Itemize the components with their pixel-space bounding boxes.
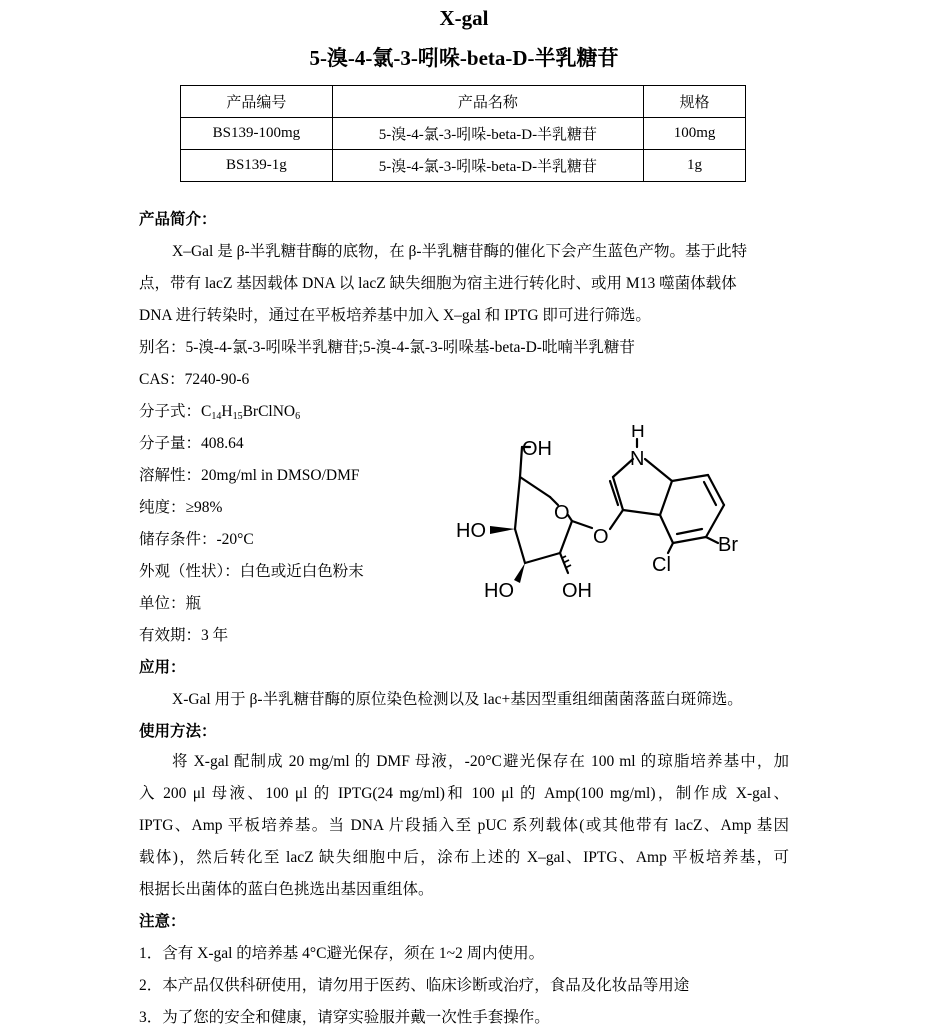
cas-text: CAS：7240-90-6 — [139, 371, 250, 388]
document-title: X-gal — [439, 6, 489, 30]
formula-part: C — [201, 403, 212, 420]
alias-text: 别名：5-溴-4-氯-3-吲哚半乳糖苷;5-溴-4-氯-3-吲哚基-beta-D-吡喃半乳糖苷 — [139, 339, 635, 356]
intro-heading: 产品简介： — [139, 211, 217, 228]
product-table — [180, 85, 746, 182]
notes-heading: 注意： — [139, 913, 186, 930]
formula-sub: 14 — [211, 411, 222, 422]
ho-left-label: HO — [456, 520, 486, 542]
br-label: Br — [718, 534, 738, 556]
intro-line: 点，带有 lacZ 基因载体 DNA 以 lacZ 缺失细胞为宿主进行转化时、或用 M13 噬菌体载体 — [139, 275, 737, 292]
purity-text: 纯度：≥98% — [139, 499, 223, 516]
chemical-structure — [450, 425, 750, 605]
note-item: 1．含有 X-gal 的培养基 4°C避光保存，须在 1~2 周内使用。 — [139, 945, 545, 962]
table-header-row — [181, 86, 746, 118]
molecular-weight-text: 分子量：408.64 — [139, 435, 244, 452]
table-header-cell: 产品编号 — [181, 86, 333, 118]
formula-label: 分子式： — [139, 403, 202, 420]
note-item: 2．本产品仅供科研使用，请勿用于医药、临床诊断或治疗，食品及化妆品等用途 — [139, 977, 690, 994]
storage-text: 储存条件：-20°C — [139, 531, 254, 548]
intro-line: DNA 进行转染时，通过在平板培养基中加入 X–gal 和 IPTG 即可进行筛选。 — [139, 307, 651, 324]
formula-sub: 6 — [295, 411, 301, 422]
glycosidic-o-label: O — [593, 526, 609, 548]
formula-part: BrClNO — [242, 403, 296, 420]
table-row — [181, 118, 746, 150]
ho-bottom-label: HO — [484, 580, 514, 602]
table-cell: 5-溴-4-氯-3-吲哚-beta-D-半乳糖苷 — [332, 150, 643, 182]
table-cell: BS139-1g — [181, 150, 333, 182]
usage-line: 入 200 μl 母液、100 μl 的 IPTG(24 mg/ml)和 100 μl 的 Amp(100 mg/ml)，制作成 X-gal、 — [139, 785, 789, 802]
nh-n-label: N — [630, 448, 645, 470]
oh-bottom-label: OH — [562, 580, 592, 602]
solubility-text: 溶解性：20mg/ml in DMSO/DMF — [139, 467, 360, 484]
usage-line: 根据长出菌体的蓝白色挑选出基因重组体。 — [139, 881, 434, 898]
formula-text — [139, 402, 300, 422]
table-header-cell: 规格 — [644, 86, 746, 118]
application-heading: 应用： — [139, 659, 186, 676]
intro-line: X–Gal 是 β-半乳糖苷酶的底物，在 β-半乳糖苷酶的催化下会产生蓝色产物。基于此特 — [172, 243, 748, 260]
usage-line: 将 X-gal 配制成 20 mg/ml 的 DMF 母液，-20°C避光保存在 100 ml 的琼脂培养基中，加 — [172, 753, 789, 770]
nh-h-label: H — [631, 425, 645, 442]
formula-sub: 15 — [232, 411, 243, 422]
appearance-text: 外观（性状）：白色或近白色粉末 — [139, 563, 364, 580]
unit-text: 单位：瓶 — [139, 595, 202, 612]
table-header-cell: 产品名称 — [332, 86, 643, 118]
table-row — [181, 150, 746, 182]
document-subtitle: 5-溴-4-氯-3-吲哚-beta-D-半乳糖苷 — [309, 46, 619, 70]
cl-label: Cl — [652, 554, 671, 576]
application-text: X-Gal 用于 β-半乳糖苷酶的原位染色检测以及 lac+基因型重组细菌菌落蓝白斑筛选。 — [172, 691, 743, 708]
table-cell: 1g — [644, 150, 746, 182]
shelf-life-text: 有效期：3 年 — [139, 627, 229, 644]
oh-top-label: OH — [522, 438, 552, 460]
table-cell: BS139-100mg — [181, 118, 333, 150]
table-cell: 100mg — [644, 118, 746, 150]
usage-line: 载体)，然后转化至 lacZ 缺失细胞中后，涂布上述的 X–gal、IPTG、Amp 平板培养基，可 — [139, 849, 789, 866]
note-item: 3．为了您的安全和健康，请穿实验服并戴一次性手套操作。 — [139, 1009, 550, 1026]
ring-o-label: O — [554, 502, 570, 524]
table-cell: 5-溴-4-氯-3-吲哚-beta-D-半乳糖苷 — [332, 118, 643, 150]
usage-heading: 使用方法： — [139, 723, 217, 740]
usage-line: IPTG、Amp 平板培养基。当 DNA 片段插入至 pUC 系列载体(或其他带有 lacZ、Amp 基因 — [139, 817, 789, 834]
formula-part: H — [221, 403, 233, 420]
